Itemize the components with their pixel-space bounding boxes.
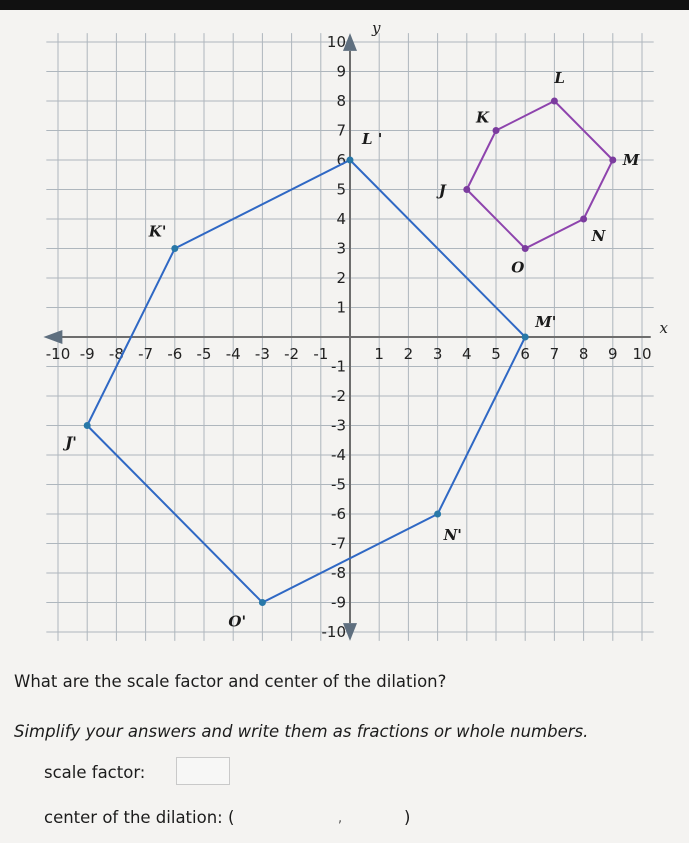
vertex-label: L: [554, 69, 565, 87]
vertex-point: [434, 511, 441, 518]
y-tick-label: 4: [336, 210, 346, 228]
x-tick-label: 9: [608, 345, 618, 363]
vertex-label: K: [476, 108, 490, 127]
x-tick-label: -1: [313, 345, 329, 363]
vertex-point: [259, 599, 266, 606]
center-label: center of the dilation: (: [44, 808, 235, 827]
x-tick-label: 7: [549, 345, 560, 363]
y-tick-label: -3: [331, 416, 346, 435]
x-tick-label: 1: [374, 345, 384, 363]
center-x-input[interactable]: [270, 804, 328, 830]
vertex-label: N: [591, 227, 606, 245]
vertex-point: [463, 186, 470, 193]
x-tick-label: -4: [225, 345, 241, 363]
y-tick-label: 9: [336, 62, 346, 81]
y-tick-label: 3: [336, 239, 346, 258]
vertex-point: [347, 157, 354, 164]
center-comma: ,: [338, 811, 343, 826]
x-tick-label: -3: [254, 345, 270, 363]
x-tick-label: 3: [432, 345, 443, 363]
scale-factor-label: scale factor:: [44, 763, 146, 782]
vertex-point: [84, 422, 91, 429]
y-tick-label: -6: [331, 505, 346, 523]
y-tick-label: -1: [331, 357, 346, 376]
vertex-point: [522, 334, 529, 341]
y-tick-label: 10: [326, 33, 346, 51]
x-tick-label: -10: [45, 345, 71, 363]
vertex-point: [609, 157, 616, 164]
question-text: What are the scale factor and center of the dilation?: [14, 672, 447, 691]
y-tick-label: 2: [336, 269, 346, 287]
x-tick-label: -8: [108, 345, 124, 363]
vertex-label: J': [65, 433, 77, 452]
vertex-point: [493, 127, 500, 134]
x-tick-label: -9: [79, 345, 95, 363]
vertex-label: J: [438, 181, 446, 200]
x-tick-label: -6: [167, 345, 183, 363]
x-tick-label: 4: [462, 345, 472, 363]
vertex-point: [580, 216, 587, 223]
vertex-label: K': [148, 222, 167, 241]
x-tick-label: 6: [520, 345, 530, 363]
y-tick-label: -10: [321, 623, 346, 641]
x-tick-label: -5: [196, 345, 212, 363]
x-tick-label: 10: [632, 345, 652, 363]
x-tick-label: 2: [403, 345, 414, 363]
y-tick-label: -2: [331, 387, 346, 405]
y-tick-label: -8: [331, 564, 346, 582]
center-y-input[interactable]: [350, 804, 400, 830]
x-tick-label: -2: [284, 345, 300, 363]
vertex-point: [171, 245, 178, 252]
y-tick-label: 1: [336, 298, 346, 317]
y-tick-label: 6: [336, 151, 346, 169]
vertex-label: L ': [362, 130, 383, 148]
scale-factor-input[interactable]: [176, 757, 230, 785]
vertex-label: O': [228, 612, 247, 631]
vertex-label: N': [443, 526, 462, 544]
x-tick-label: -7: [138, 345, 154, 363]
y-tick-label: 7: [336, 121, 346, 140]
instructions-text: Simplify your answers and write them as fractions or whole numbers.: [14, 722, 589, 741]
x-axis-name: x: [659, 319, 668, 337]
y-tick-label: -5: [331, 475, 346, 494]
close-paren: ): [404, 808, 411, 827]
x-tick-label: 8: [578, 345, 589, 363]
x-tick-label: 5: [491, 345, 501, 363]
y-tick-label: 5: [336, 180, 346, 199]
y-axis-name: y: [372, 19, 381, 38]
y-tick-label: -9: [331, 593, 346, 612]
vertex-label: M: [622, 151, 640, 169]
vertex-point: [522, 245, 529, 252]
vertex-label: M': [535, 313, 557, 331]
x-axis-arrow-icon: [43, 330, 62, 344]
y-tick-label: -4: [331, 446, 346, 464]
y-tick-label: -7: [331, 534, 346, 553]
vertex-label: O: [511, 258, 525, 277]
y-tick-label: 8: [336, 92, 346, 110]
vertex-point: [551, 98, 558, 105]
